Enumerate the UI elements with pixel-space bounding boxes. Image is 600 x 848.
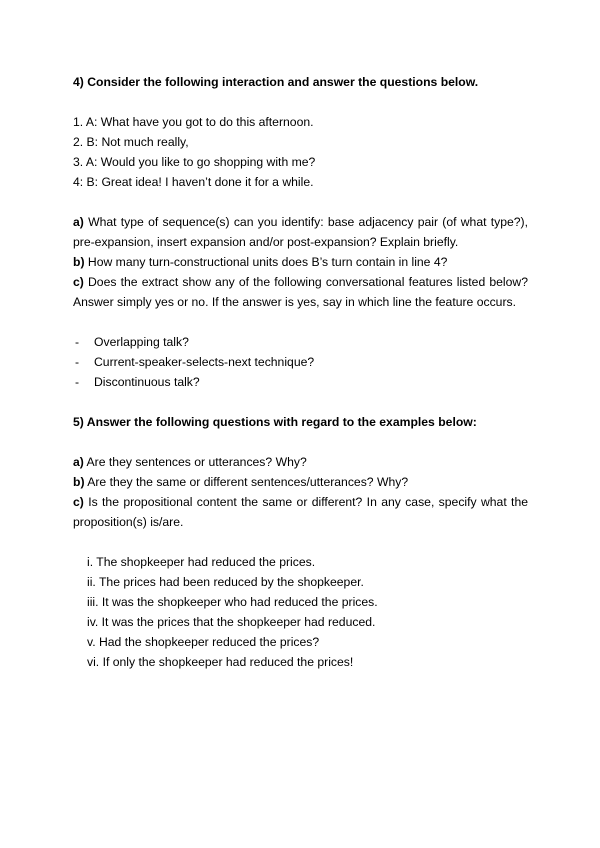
section-4-heading: 4) Consider the following interaction and answer the questions below. [73, 75, 479, 89]
question-marker: a) [73, 455, 84, 469]
question-text: Are they the same or different sentences/utterances? Why? [84, 475, 409, 489]
spacer [73, 392, 528, 412]
question-text: How many turn-constructional units does B’s turn contain in line 4? [84, 255, 448, 269]
list-item: iv. It was the prices that the shopkeeper had reduced. [87, 615, 376, 629]
list-item [73, 372, 528, 392]
bullet-dash: - [75, 335, 80, 349]
question-marker: c) [73, 495, 84, 509]
question-marker: a) [73, 215, 84, 229]
dialogue-line: 2. B: Not much really, [73, 135, 189, 149]
feature-text: Current-speaker-selects-next technique? [94, 355, 315, 369]
question-b [73, 472, 528, 492]
spacer [73, 92, 528, 112]
question-text: Are they sentences or utterances? Why? [83, 455, 307, 469]
question-marker: b) [73, 255, 85, 269]
spacer [73, 532, 528, 552]
example-list [73, 552, 528, 672]
spacer [73, 192, 528, 212]
list-item: vi. If only the shopkeeper had reduced the prices! [87, 655, 354, 669]
feature-list [73, 332, 528, 392]
question-c [73, 272, 528, 312]
feature-text: Discontinuous talk? [94, 375, 200, 389]
spacer [73, 312, 528, 332]
question-a [73, 452, 528, 472]
dialogue-block [73, 112, 528, 192]
list-item: v. Had the shopkeeper reduced the prices? [87, 635, 320, 649]
list-item: iii. It was the shopkeeper who had reduced the prices. [87, 595, 378, 609]
dialogue-line: 1. A: What have you got to do this afternoon. [73, 115, 314, 129]
feature-text: Overlapping talk? [94, 335, 189, 349]
document-page [73, 72, 528, 672]
question-text: What type of sequence(s) can you identify: base adjacency pair (of what type?), pre-expansion, insert expansion and/or post-expansion? Explain briefly. [73, 215, 528, 249]
question-marker: b) [73, 475, 85, 489]
section-5-heading: 5) Answer the following questions with regard to the examples below: [73, 415, 477, 429]
list-item [73, 332, 528, 352]
question-b [73, 252, 528, 272]
spacer [73, 432, 528, 452]
section-5-questions [73, 452, 528, 532]
section-4-questions [73, 212, 528, 312]
question-c [73, 492, 528, 532]
question-a [73, 212, 528, 252]
question-text: Does the extract show any of the following conversational features listed below? Answer simply yes or no. If the answer is yes, say in which line the feature occurs. [73, 275, 528, 309]
bullet-dash: - [75, 355, 80, 369]
list-item: ii. The prices had been reduced by the shopkeeper. [87, 575, 364, 589]
dialogue-line: 3. A: Would you like to go shopping with me? [73, 155, 316, 169]
list-item [73, 352, 528, 372]
question-text: Is the propositional content the same or different? In any case, specify what the proposition(s) is/are. [73, 495, 528, 529]
bullet-dash: - [75, 375, 80, 389]
question-marker: c) [73, 275, 84, 289]
dialogue-line: 4: B: Great idea! I haven’t done it for a while. [73, 175, 314, 189]
list-item: i. The shopkeeper had reduced the prices. [87, 555, 316, 569]
